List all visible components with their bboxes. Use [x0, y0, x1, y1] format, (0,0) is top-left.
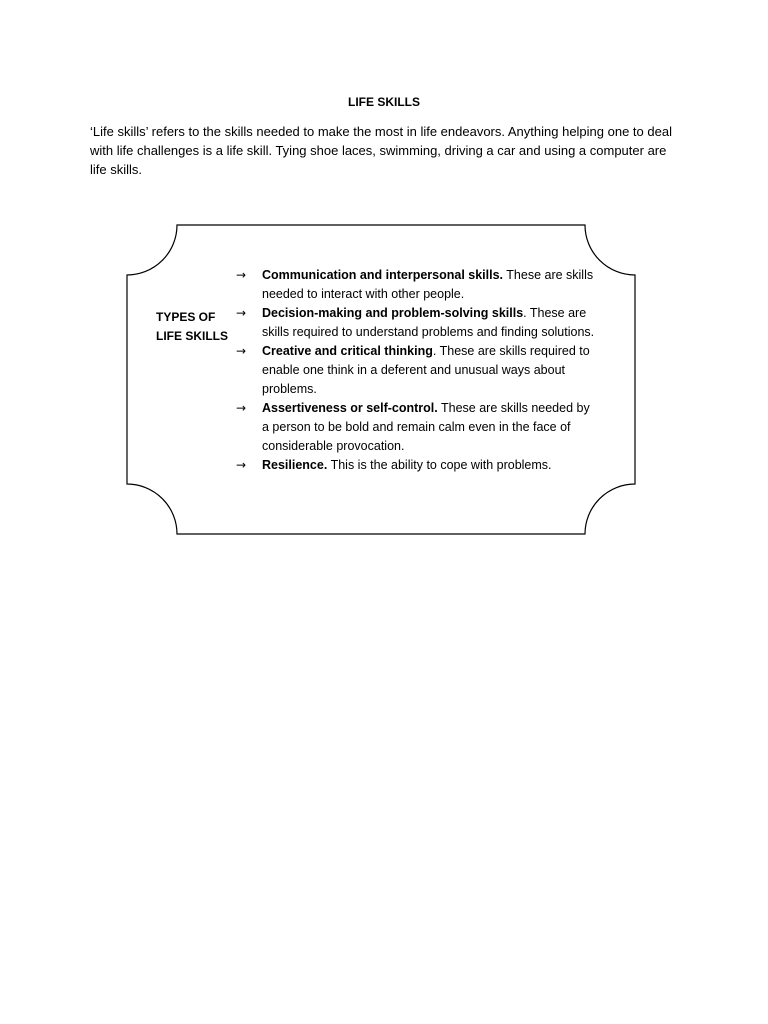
right-arrow-icon: →: [236, 306, 247, 320]
list-item: [236, 304, 596, 342]
right-arrow-icon: →: [236, 344, 247, 358]
list-item: [236, 342, 596, 399]
skills-list: [236, 266, 596, 475]
skill-name: Resilience.: [262, 458, 328, 472]
skill-name: Decision-making and problem-solving skills: [262, 306, 524, 320]
skill-name: Assertiveness or self-control.: [262, 401, 438, 415]
list-item: [236, 399, 596, 456]
right-arrow-icon: →: [236, 401, 247, 415]
list-item: [236, 456, 596, 475]
types-heading: TYPES OF LIFE SKILLS: [156, 310, 228, 343]
right-arrow-icon: →: [236, 458, 247, 472]
intro-paragraph: ‘Life skills’ refers to the skills needed to make the most in life endeavors. Anything helping one to deal with life challenges is a life skill. Tying shoe laces, swimming, driving a car and using a computer are life skills.: [90, 124, 672, 177]
skill-description: These are skills needed to interact with other people.: [262, 268, 594, 301]
skill-description: . These are skills required to understand problems and finding solutions.: [262, 306, 595, 339]
skill-description: This is the ability to cope with problems.: [327, 458, 552, 472]
right-arrow-icon: →: [236, 268, 247, 282]
page-title: LIFE SKILLS: [348, 95, 420, 109]
skill-name: Creative and critical thinking: [262, 344, 433, 358]
skill-name: Communication and interpersonal skills.: [262, 268, 504, 282]
list-item: [236, 266, 596, 304]
skill-description: These are skills needed by a person to be bold and remain calm even in the face of considerable provocation.: [262, 401, 590, 453]
skill-description: . These are skills required to enable one think in a deferent and unusual ways about problems.: [262, 344, 590, 396]
